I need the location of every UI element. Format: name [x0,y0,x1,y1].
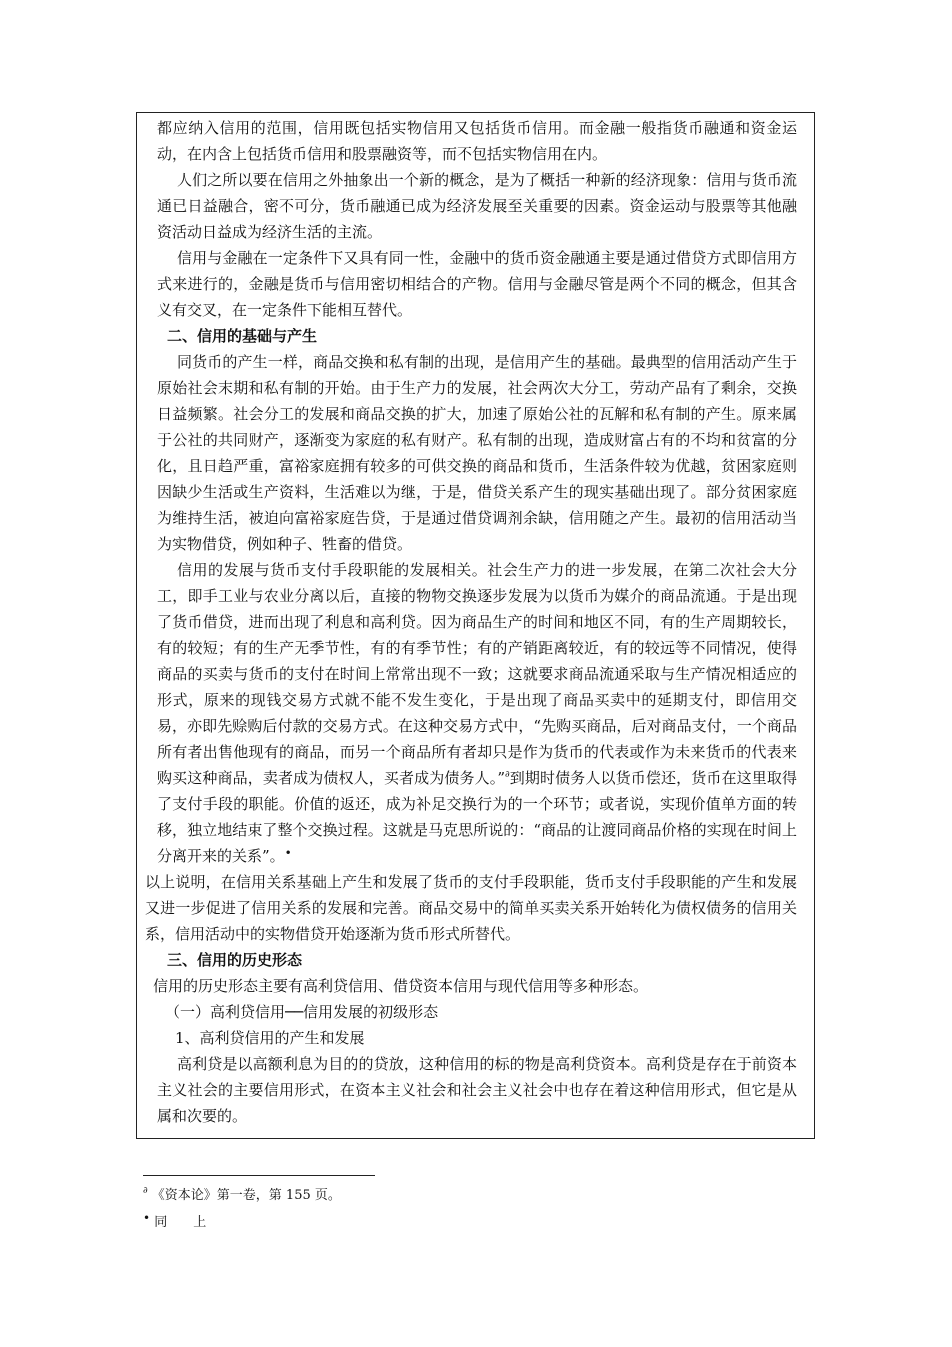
paragraph-6: 以上说明，在信用关系基础上产生和发展了货币的支付手段职能，货币支付手段职能的产生和发展又进一步促进了信用关系的发展和完善。商品交易中的简单买卖关系开始转化为债权债务的信用关系，信用活动中的实物借贷开始逐渐为货币形式所替代。 [145,873,797,943]
footnote-ref-1: ∂ [505,770,510,780]
footnote-mark-2: • [143,1211,151,1225]
footnote-1-text: 《资本论》第一卷，第 155 页。 [151,1188,341,1203]
paragraph-7: 信用的历史形态主要有高利贷信用、借贷资本信用与现代信用等多种形态。 [153,977,649,995]
paragraph-1: 都应纳入信用的范围，信用既包括实物信用又包括货币信用。而金融一般指货币融通和资金运动，在内含上包括货币信用和股票融资等，而不包括实物信用在内。 [157,119,797,163]
footnote-2-text: 同 上 [154,1215,207,1230]
paragraph-3: 信用与金融在一定条件下又具有同一性，金融中的货币资金融通主要是通过借贷方式即信用方式来进行的，金融是货币与信用密切相结合的产物。信用与金融尽管是两个不同的概念，但其含义有交叉，在一定条件下能相互替代。 [157,249,797,319]
body-text [145,115,797,1129]
paragraph-2: 人们之所以要在信用之外抽象出一个新的概念，是为了概括一种新的经济现象：信用与货币流通已日益融合，密不可分，货币融通已成为经济发展至关重要的因素。资金运动与股票等其他融资活动日益成为经济生活的主流。 [157,171,797,241]
footnote-2 [143,1211,207,1232]
paragraph-5-continuation: 到期时债务人以货币偿还，货币在这里取得了支付手段的职能。价值的返还，成为补足交换行为的一个环节；或者说，实现价值单方面的转移，独立地结束了整个交换过程。这就是马克思所说的：“商品的让渡同商品价格的实现在时间上分离开来的关系”。 [157,769,797,865]
paragraph-5 [157,557,797,869]
subsection-heading-1-1: 1、高利贷信用的产生和发展 [175,1029,365,1047]
footnote-separator [143,1175,375,1176]
paragraph-5-text: 信用的发展与货币支付手段职能的发展相关。社会生产力的进一步发展，在第二次社会大分工，即手工业与农业分离以后，直接的物物交换逐步发展为以货币为媒介的商品流通。于是出现了货币借贷，进而出现了利息和高利贷。因为商品生产的时间和地区不同，有的生产周期较长，有的较短；有的生产无季节性，有的有季节性；有的产销距离较近，有的较远等不同情况，使得商品的买卖与货币的支付在时间上常常出现不一致；这就要求商品流通采取与生产情况相适应的形式，原来的现钱交易方式就不能不发生变化，于是出现了商品买卖中的延期支付，即信用交易，亦即先赊购后付款的交易方式。在这种交易方式中，“先购买商品，后对商品支付，一个商品所有者出售他现有的商品，而另一个商品所有者却只是作为货币的代表或作为未来货币的代表来购买这种商品，卖者成为债权人，买者成为债务人。” [157,561,797,787]
paragraph-8: 高利贷是以高额利息为目的的贷放，这种信用的标的物是高利贷资本。高利贷是存在于前资本主义社会的主要信用形式，在资本主义社会和社会主义社会中也存在着这种信用形式，但它是从属和次要的。 [157,1055,797,1125]
section-heading-3: 三、信用的历史形态 [167,951,303,969]
footnote-ref-2: • [284,846,292,860]
subsection-heading-1: （一）高利贷信用──信用发展的初级形态 [165,1003,439,1021]
section-heading-2: 二、信用的基础与产生 [167,327,318,345]
paragraph-4: 同货币的产生一样，商品交换和私有制的出现，是信用产生的基础。最典型的信用活动产生于原始社会末期和私有制的开始。由于生产力的发展，社会两次大分工，劳动产品有了剩余，交换日益频繁。社会分工的发展和商品交换的扩大，加速了原始公社的瓦解和私有制的产生。原来属于公社的共同财产，逐渐变为家庭的私有财产。私有制的出现，造成财富占有的不均和贫富的分化，且日趋严重，富裕家庭拥有较多的可供交换的商品和货币，生活条件较为优越，贫困家庭则因缺少生活或生产资料，生活难以为继，于是，借贷关系产生的现实基础出现了。部分贫困家庭为维持生活，被迫向富裕家庭告贷，于是通过借贷调剂余缺，信用随之产生。最初的信用活动当为实物借贷，例如种子、牲畜的借贷。 [157,353,797,553]
footnote-1 [143,1187,341,1205]
footnote-mark-1: ∂ [143,1186,148,1196]
